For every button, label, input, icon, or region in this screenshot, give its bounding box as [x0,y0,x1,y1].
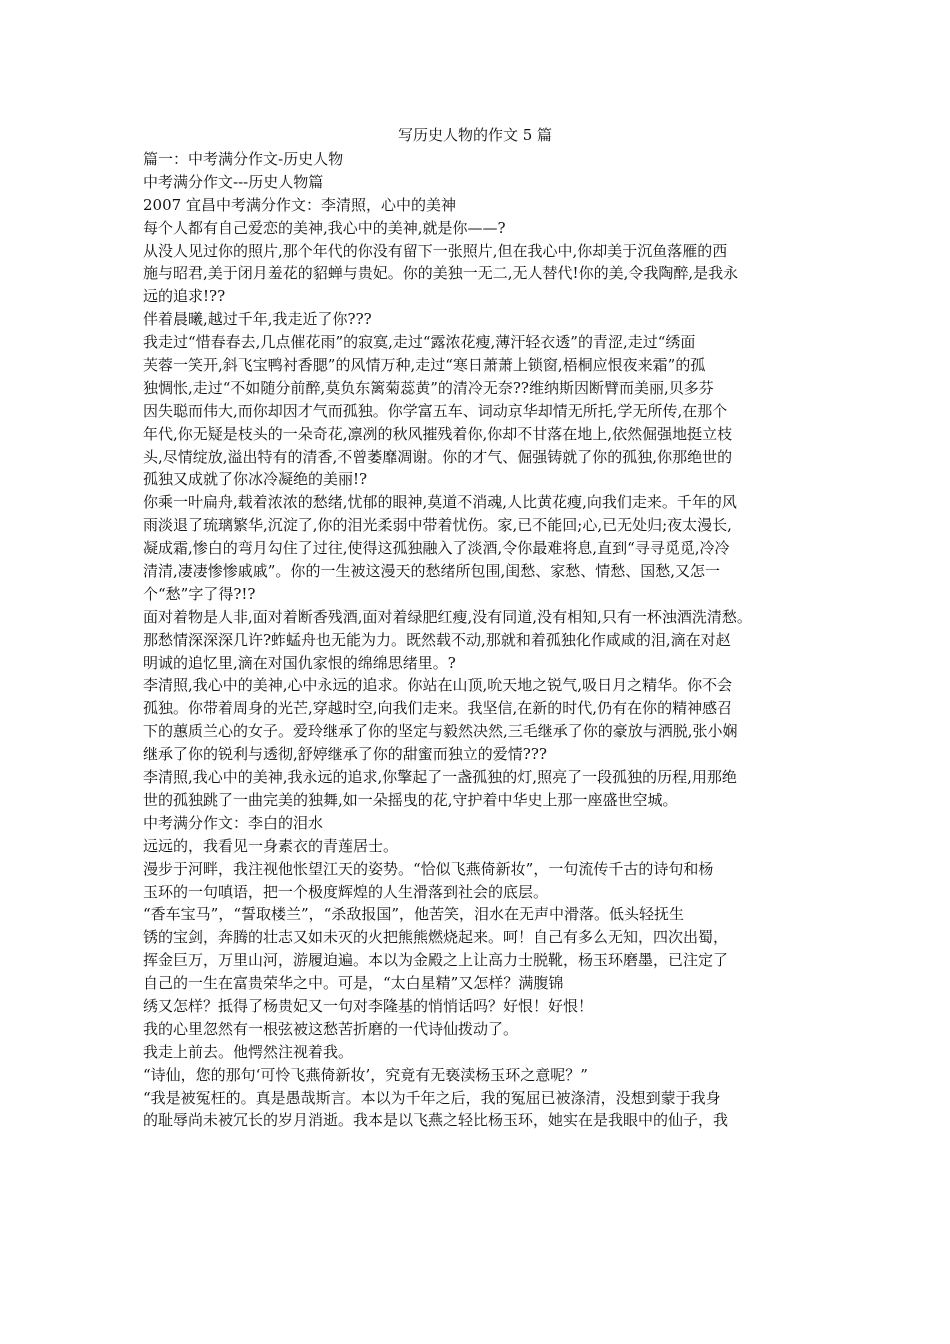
text-line: 伴着晨曦,越过千年,我走近了你??? [143,310,372,329]
text-line: 面对着物是人非,面对着断香残酒,面对着绿肥红瘦,没有同道,没有相知,只有一杯浊酒洗清愁。 [143,607,752,626]
text-line: 世的孤独跳了一曲完美的独舞,如一朵摇曳的花,守护着中华史上那一座盛世空城。 [143,790,678,809]
text-line: 每个人都有自己爱恋的美神,我心中的美神,就是你——? [143,218,506,237]
text-line: 玉环的一句嗔语，把一个极度辉煌的人生滑落到社会的底层。 [143,882,549,901]
text-line: 篇一：中考满分作文-历史人物 [143,150,344,168]
text-line: 你乘一叶扁舟,载着浓浓的愁绪,忧郁的眼神,莫道不消魂,人比黄花瘦,向我们走来。千年的风 [143,493,737,512]
text-line: 李清照,我心中的美神,我永远的追求,你擎起了一盏孤独的灯,照亮了一段孤独的历程,用那绝 [143,768,737,787]
text-line: 独惆怅,走过“不如随分前醉,莫负东篱菊蕊黄”的清冷无奈??维纳斯因断臂而美丽,贝多芬 [143,378,714,397]
text-line: 个“愁”字了得?!? [143,584,256,603]
text-line: 的耻辱尚未被冗长的岁月消逝。我本是以飞燕之轻比杨玉环，她实在是我眼中的仙子，我 [143,1111,729,1130]
text-line: 我走上前去。他愕然注视着我。 [143,1042,354,1061]
text-line: 下的蕙质兰心的女子。爱玲继承了你的坚定与毅然决然,三毛继承了你的豪放与洒脱,张小娴 [143,722,738,741]
text-line: 那愁情深深深几许?蚱蜢舟也无能为力。既然载不动,那就和着孤独化作咸咸的泪,滴在对赵 [143,630,731,649]
text-line: “香车宝马”，“誓取楼兰”，“杀敌报国”，他苦笑，泪水在无声中滑落。低头轻抚生 [143,905,685,924]
text-line: 芙蓉一笑开,斜飞宝鸭衬香腮”的风情万种,走过“寒日萧萧上锁窗,梧桐应恨夜来霜”的孤 [143,356,706,375]
text-line: 绣又怎样？抵得了杨贵妃又一句对李隆基的悄悄话吗？好恨！好恨！ [143,996,594,1015]
text-line: 年代,你无疑是枝头的一朵奇花,凛冽的秋风摧残着你,你却不甘落在地上,依然倔强地挺立枝 [143,424,733,443]
document-body [143,148,813,1132]
text-line: 孤独又成就了你冰冷凝绝的美丽!? [143,470,368,489]
text-line: 明诚的追忆里,滴在对国仇家恨的绵绵思绪里。? [143,653,456,672]
text-line: 李清照,我心中的美神,心中永远的追求。你站在山顶,吮天地之锐气,吸日月之精华。你不会 [143,676,733,695]
text-line: 中考满分作文：李白的泪水 [143,813,324,832]
text-line: 挥金巨万，万里山河，游履迫遍。本以为金殿之上让高力士脱靴，杨玉环磨墨，已注定了 [143,951,729,970]
text-line: 锈的宝剑，奔腾的壮志又如未灭的火把熊熊燃烧起来。呵！自己有多么无知，四次出蜀， [143,928,729,947]
text-line: 因失聪而伟大,而你却因才气而孤独。你学富五车、词动京华却情无所托,学无所传,在那个 [143,401,728,420]
text-line: 雨淡退了琉璃繁华,沉淀了,你的泪光柔弱中带着忧伤。家,已不能回;心,已无处归;夜太漫长, [143,516,732,535]
text-line: 中考满分作文---历史人物篇 [143,172,324,191]
text-line: 清清,凄凄惨惨戚戚”。你的一生被这漫天的愁绪所包围,闺愁、家愁、情愁、国愁,又怎一 [143,562,720,581]
text-line: 漫步于河畔，我注视他怅望江天的姿势。“恰似飞燕倚新妆”，一句流传千古的诗句和杨 [143,859,714,878]
text-line: 我的心里忽然有一根弦被这愁苦折磨的一代诗仙拨动了。 [143,1019,519,1038]
text-line: 凝成霜,惨白的弯月勾住了过往,使得这孤独融入了淡酒,令你最难将息,直到“寻寻觅觅,冷冷 [143,539,730,558]
text-line: 继承了你的锐利与透彻,舒婷继承了你的甜蜜而独立的爱情??? [143,745,547,764]
text-line: 我走过“惜春春去,几点催花雨”的寂寞,走过“露浓花瘦,薄汗轻衣透”的青涩,走过“绣面 [143,333,696,352]
text-line: 孤独。你带着周身的光芒,穿越时空,向我们走来。我坚信,在新的时代,仍有在你的精神感召 [143,699,733,718]
text-line: “诗仙，您的那句‘可怜飞燕倚新妆’，究竟有无亵渎杨玉环之意呢？” [143,1065,588,1084]
text-line: 头,尽情绽放,溢出特有的清香,不曾萎靡凋谢。你的才气、倔强铸就了你的孤独,你那绝世的 [143,447,733,466]
text-line: 2007 宜昌中考满分作文：李清照，心中的美神 [143,195,456,214]
text-line: 施与昭君,美于闭月羞花的貂蝉与贵妃。你的美独一无二,无人替代!你的美,令我陶醉,是我永 [143,264,739,283]
text-line: 从没人见过你的照片,那个年代的你没有留下一张照片,但在我心中,你却美于沉鱼落雁的西 [143,241,728,260]
document-title: 写历史人物的作文 5 篇 [397,126,553,144]
text-line: 远远的，我看见一身素衣的青莲居士。 [143,836,399,855]
text-line: “我是被冤枉的。真是愚哉斯言。本以为千年之后，我的冤屈已被涤清，没想到蒙于我身 [143,1088,721,1107]
text-line: 远的追求!?? [143,287,226,306]
text-line: 自己的一生在富贵荣华之中。可是，“太白星精”又怎样？满腹锦 [143,974,564,993]
